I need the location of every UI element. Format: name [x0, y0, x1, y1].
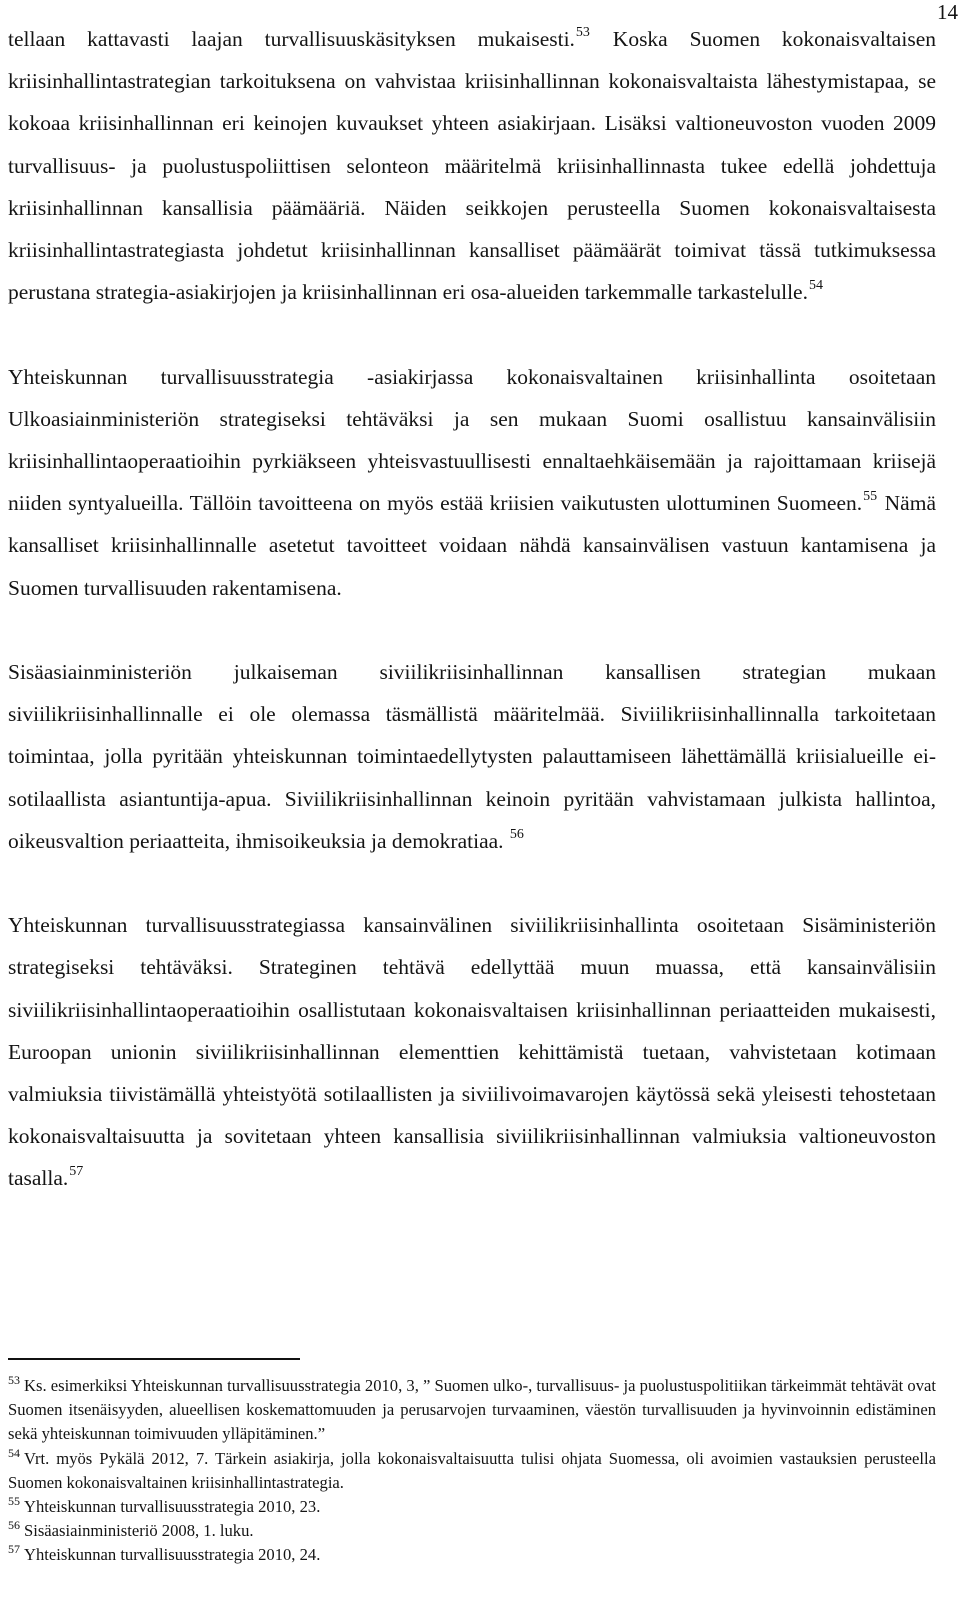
footnote-number: 53	[8, 1373, 20, 1387]
paragraph-text: tellaan kattavasti laajan turvallisuuskäsityksen mukaisesti.	[8, 27, 575, 51]
footnote	[8, 1543, 936, 1567]
paragraph	[8, 651, 936, 862]
paragraph	[8, 356, 936, 609]
footnote-number: 57	[8, 1542, 20, 1557]
paragraph	[8, 904, 936, 1199]
footnote-text: Yhteiskunnan turvallisuusstrategia 2010, 23.	[24, 1497, 321, 1517]
footnote-number: 55	[8, 1494, 20, 1509]
footnote	[8, 1374, 936, 1447]
footnote-text: Sisäasiainministeriö 2008, 1. luku.	[24, 1521, 254, 1541]
paragraph-text: Yhteiskunnan turvallisuusstrategia -asiakirjassa kokonaisvaltainen kriisinhallinta osoitetaan Ulkoasiainministeriön strategiseksi tehtäväksi ja sen mukaan Suomi osallistuu kansainvälisiin kriisinhallintaoperaatioihin pyrkiäkseen yhteisvastuullisesti ennaltaehkäisemään ja rajoittamaan kriisejä niiden syntyalueilla. Tällöin tavoitteena on myös estää kriisien vaikutusten ulottuminen Suomeen.	[8, 364, 936, 516]
footnote-text: Ks. esimerkiksi Yhteiskunnan turvallisuusstrategia 2010, 3, ” Suomen ulko-, turvallisuus- ja puolustuspolitiikan tärkeimmät tehtävät ovat Suomen itsenäisyyden, alueellisen koskemattomuuden ja perusarvojen turvaaminen, väestön turvallisuuden ja hyvinvoinnin edistäminen sekä yhteiskunnan toimivuuden ylläpitäminen.”	[8, 1376, 936, 1444]
footnotes	[8, 1374, 936, 1568]
paragraph-text: Sisäasiainministeriön julkaiseman siviilikriisinhallinnan kansallisen strategian mukaan siviilikriisinhallinnalle ei ole olemassa täsmällistä määritelmää. Siviilikriisinhallinnalla tarkoitetaan toimintaa, jolla pyritään yhteiskunnan toimintaedellytysten palauttamiseen lähettämällä kriisialueille ei-sotilaallista asiantuntija-apua. Siviilikriisinhallinnan keinoin pyritään vahvistamaan julkista hallintoa, oikeusvaltion periaatteita, ihmisoikeuksia ja demokratiaa.	[8, 660, 936, 853]
footnote	[8, 1519, 936, 1543]
footnote-number: 54	[8, 1445, 20, 1460]
footnote-ref: 54	[808, 278, 823, 294]
paragraph-text: Yhteiskunnan turvallisuusstrategiassa kansainvälinen siviilikriisinhallinta osoitetaan Sisäministeriön strategiseksi tehtäväksi. Strateginen tehtävä edellyttää muun muassa, että kansainvälisiin siviilikriisinhallintaoperaatioihin osallistutaan kokonaisvaltaisen kriisinhallinnan periaatteiden mukaisesti, Euroopan unionin siviilikriisinhallinnan elementtien kehittämistä tuetaan, vahvistetaan kotimaan valmiuksia tiivistämällä yhteistyötä sotilaallisten ja siviilivoimavarojen käytössä sekä yleisesti tehostetaan kokonaisvaltaisuutta ja sovitetaan yhteen kansallisia siviilikriisinhallinnan valmiuksia valtioneuvoston tasalla.	[8, 913, 936, 1191]
footnote-ref: 53	[575, 25, 590, 40]
footnote	[8, 1447, 936, 1495]
paragraph	[8, 18, 936, 313]
page-number: 14	[937, 0, 958, 24]
footnote-ref: 56	[509, 826, 524, 842]
footnote-number: 56	[8, 1518, 20, 1533]
footnote-text: Yhteiskunnan turvallisuusstrategia 2010, 24.	[24, 1545, 321, 1565]
footnote	[8, 1495, 936, 1519]
footnote-separator	[8, 1358, 300, 1360]
footnote-text: Vrt. myös Pykälä 2012, 7. Tärkein asiakirja, jolla kokonaisvaltaisuutta tulisi ohjata Suomessa, oli avoimien vastauksien perusteella Suomen kokonaisvaltainen kriisinhallintastrategia.	[8, 1448, 936, 1492]
footnote-ref: 55	[863, 489, 878, 505]
body-text	[8, 18, 936, 1200]
paragraph-text: Nämä kansalliset kriisinhallinnalle asetetut tavoitteet voidaan nähdä kansainvälisen vastuun kantamisena ja Suomen turvallisuuden rakentamisena.	[8, 491, 936, 600]
paragraph-text: Koska Suomen kokonaisvaltaisen kriisinhallintastrategian tarkoituksena on vahvistaa kriisinhallinnan kokonaisvaltaista lähestymistapaa, se kokoaa kriisinhallinnan eri keinojen kuvaukset yhteen asiakirjaan. Lisäksi valtioneuvoston vuoden 2009 turvallisuus- ja puolustuspoliittisen selonteon määritelmä kriisinhallinnasta tukee edellä johdettuja kriisinhallinnan kansallisia päämääriä. Näiden seikkojen perusteella Suomen kokonaisvaltaisesta kriisinhallintastrategiasta johdetut kriisinhallinnan kansalliset päämäärät toimivat tässä tutkimuksessa perustana strategia-asiakirjojen ja kriisinhallinnan eri osa-alueiden tarkemmalle tarkastelulle.	[8, 27, 936, 305]
footnote-ref: 57	[69, 1164, 84, 1180]
